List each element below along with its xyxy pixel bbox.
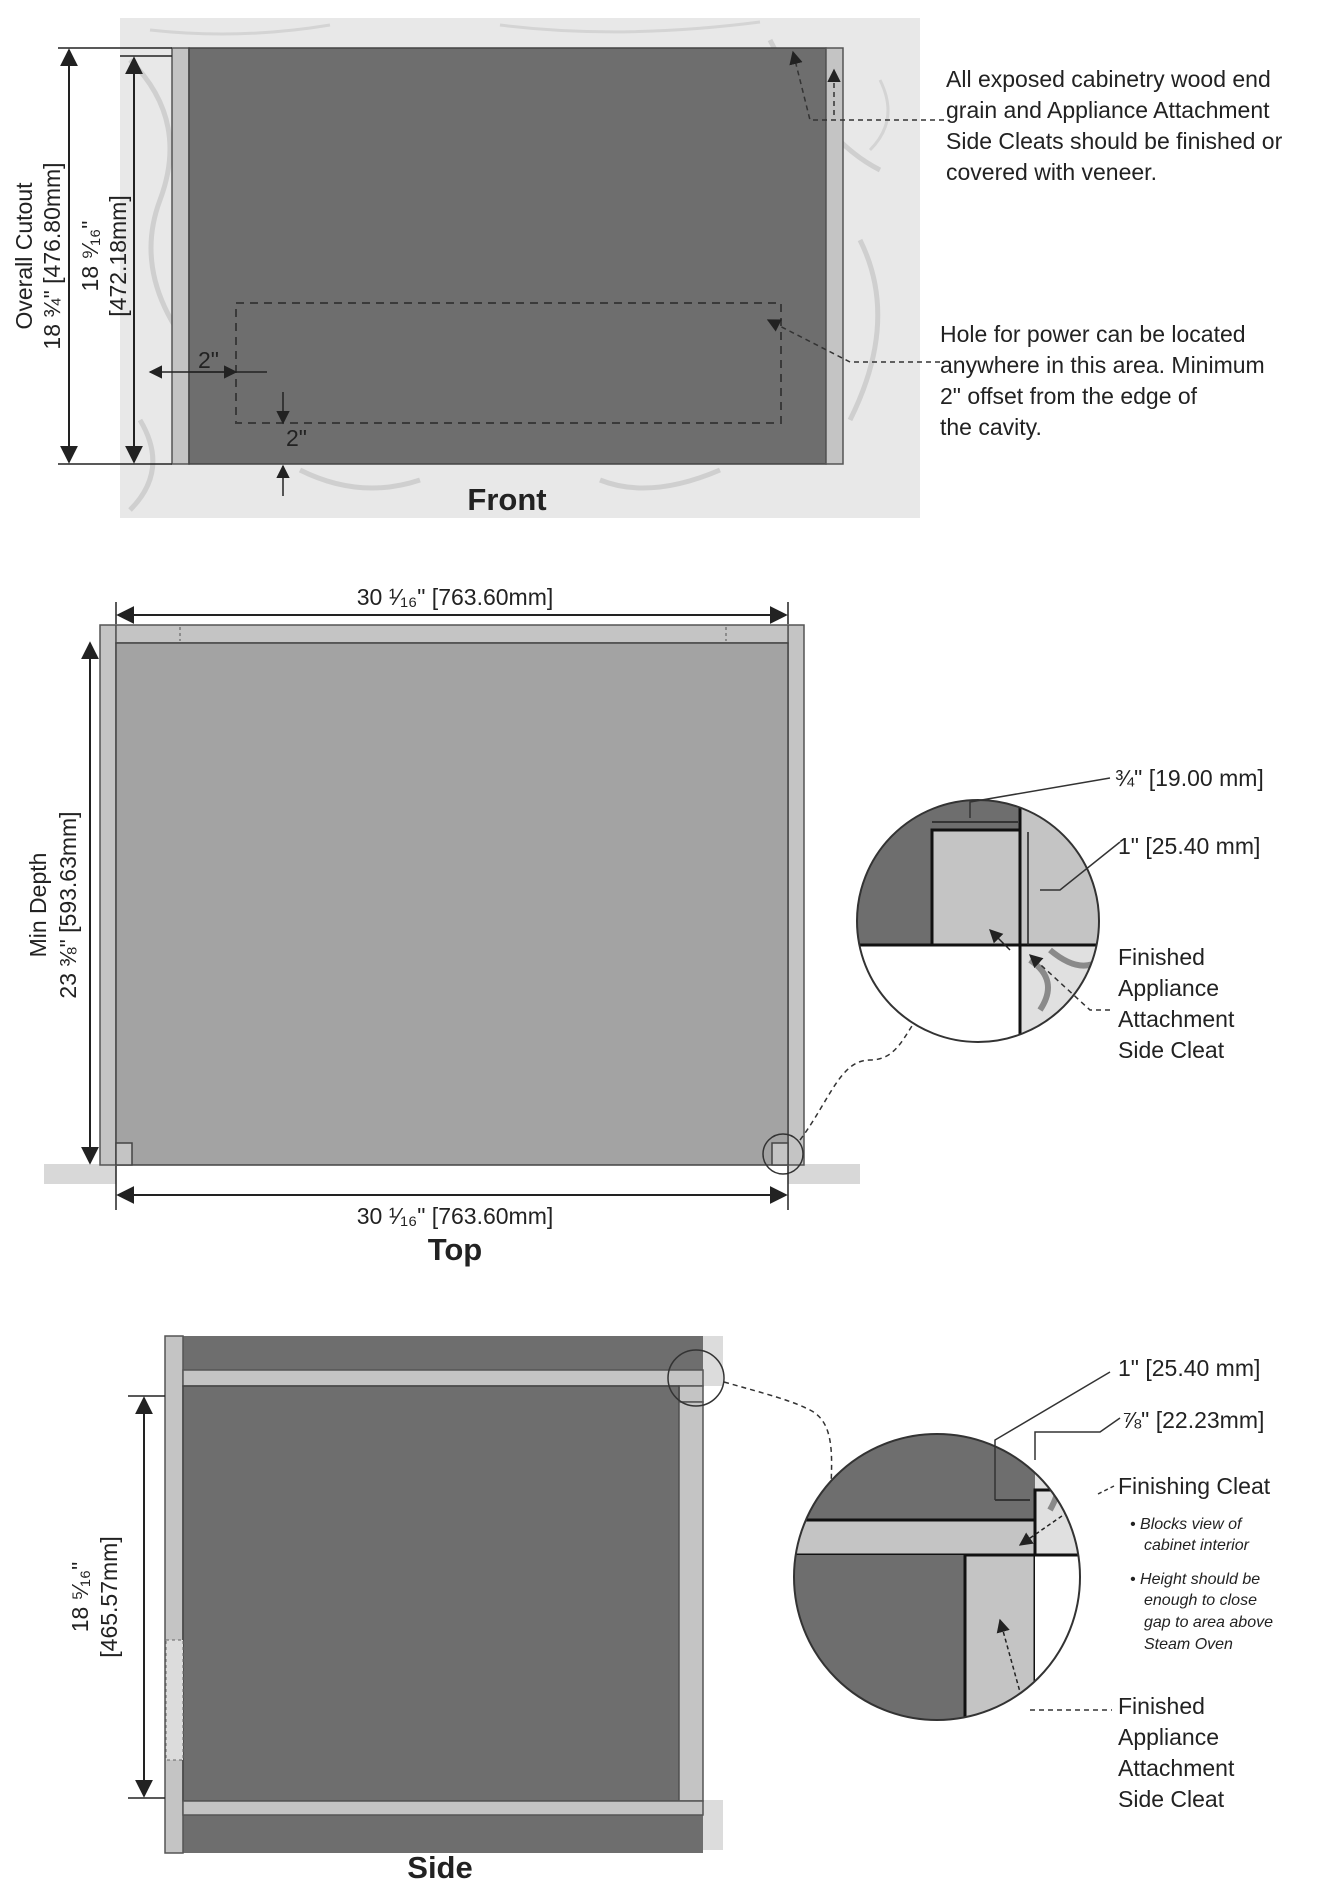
top-detail-circle [850, 790, 1140, 1055]
side-upper-dark [183, 1336, 703, 1370]
top-right-panel [788, 625, 804, 1165]
front-offset-bottom-label: 2" [286, 425, 307, 451]
detail-side-panel [1020, 790, 1140, 945]
side-height-in: 18 ⁵⁄₁₆" [67, 1561, 93, 1633]
side-height-mm: [465.57mm] [96, 1536, 122, 1658]
power-note-line: 2" offset from the edge of [940, 383, 1198, 409]
side-bullet-line: Steam Oven [1144, 1636, 1233, 1653]
side-detail-upper-dark [790, 1430, 1035, 1520]
side-detail-note-line: Appliance [1118, 1724, 1220, 1750]
finish-note-line: covered with veneer. [946, 159, 1157, 185]
side-cavity [183, 1386, 679, 1801]
side-detail-note-line: Finished [1118, 1693, 1205, 1719]
top-left-cleat [116, 1143, 132, 1165]
top-left-panel [100, 625, 116, 1165]
side-detail-circle [790, 1430, 1155, 1735]
side-top-shelf [183, 1370, 703, 1386]
top-detail-connector [800, 1010, 924, 1140]
side-side-cleat [679, 1402, 703, 1801]
side-finishing-cleat [679, 1386, 703, 1402]
side-bullets [1130, 1516, 1273, 1653]
top-view [25, 584, 1264, 1267]
side-hatched-region [166, 1640, 183, 1760]
side-marble-right-top [703, 1336, 723, 1386]
side-title: Side [407, 1850, 473, 1884]
top-detail-note-line: Finished [1118, 944, 1205, 970]
side-bullet-line: gap to area above [1144, 1614, 1273, 1631]
front-cavity [189, 48, 826, 464]
top-detail-dim-b: 1" [25.40 mm] [1118, 833, 1261, 859]
power-note-line: the cavity. [940, 414, 1042, 440]
side-marble-right-bottom [703, 1800, 723, 1850]
side-lower-dark [183, 1815, 703, 1853]
power-note-line: Hole for power can be located [940, 321, 1246, 347]
top-detail-note-line: Side Cleat [1118, 1037, 1225, 1063]
top-detail-note-line: Attachment [1118, 1006, 1235, 1032]
top-detail-dim-a: ¾" [19.00 mm] [1115, 765, 1264, 791]
top-title: Top [427, 1232, 483, 1267]
side-bullet-line: • Blocks view of [1130, 1516, 1242, 1533]
side-detail-dim-b: ⅞" [22.23mm] [1122, 1407, 1265, 1433]
side-detail-dim-a: 1" [25.40 mm] [1118, 1355, 1261, 1381]
top-back-panel [116, 625, 788, 643]
top-detail-note-line: Appliance [1118, 975, 1220, 1001]
top-width-bottom-label: 30 ¹⁄₁₆" [763.60mm] [356, 1203, 554, 1229]
side-wall-panel [165, 1336, 183, 1853]
side-bullet-line: enough to close [1144, 1592, 1257, 1609]
front-overall-label: Overall Cutout [11, 182, 37, 330]
front-view [11, 18, 1283, 518]
front-offset-left-label: 2" [198, 347, 219, 373]
front-inner-value-mm: [472.18mm] [105, 195, 131, 317]
side-detail-marble-vein [1045, 1450, 1100, 1510]
detail-opening [850, 945, 1020, 1055]
side-detail-shelf [790, 1520, 1035, 1555]
front-left-cleat [172, 48, 189, 464]
side-detail-note [1118, 1693, 1235, 1812]
top-depth-value: 23 ⅜" [593.63mm] [55, 811, 81, 999]
side-bullet-line: • Height should be [1130, 1571, 1261, 1588]
top-right-cleat [772, 1143, 788, 1165]
side-bottom-shelf [183, 1801, 703, 1815]
power-note [940, 321, 1265, 440]
front-inner-value-in: 18 ⁹⁄₁₆" [77, 220, 103, 292]
side-detail-note-line: Side Cleat [1118, 1786, 1225, 1812]
front-title: Front [467, 482, 547, 517]
side-detail-dim-b-leader [1035, 1418, 1120, 1460]
top-detail-note [1118, 944, 1235, 1063]
finishing-cleat-leader [1098, 1486, 1114, 1494]
top-floor-marble-left [44, 1164, 116, 1184]
top-depth-label: Min Depth [25, 852, 51, 958]
finish-note-line: Side Cleats should be finished or [946, 128, 1283, 154]
side-view [67, 1336, 1273, 1884]
top-cavity [116, 643, 788, 1165]
side-detail-side-cleat [965, 1555, 1035, 1735]
finish-note [946, 66, 1283, 185]
finish-note-line: All exposed cabinetry wood end [946, 66, 1271, 92]
front-overall-value: 18 ¾" [476.80mm] [39, 162, 65, 350]
side-finishing-cleat-label: Finishing Cleat [1118, 1473, 1271, 1499]
side-bullet-line: cabinet interior [1144, 1537, 1249, 1554]
detail-cleat [932, 830, 1020, 945]
power-note-line: anywhere in this area. Minimum [940, 352, 1265, 378]
side-detail-note-line: Attachment [1118, 1755, 1235, 1781]
top-width-top-label: 30 ¹⁄₁₆" [763.60mm] [356, 584, 554, 610]
finish-note-line: grain and Appliance Attachment [946, 97, 1270, 123]
